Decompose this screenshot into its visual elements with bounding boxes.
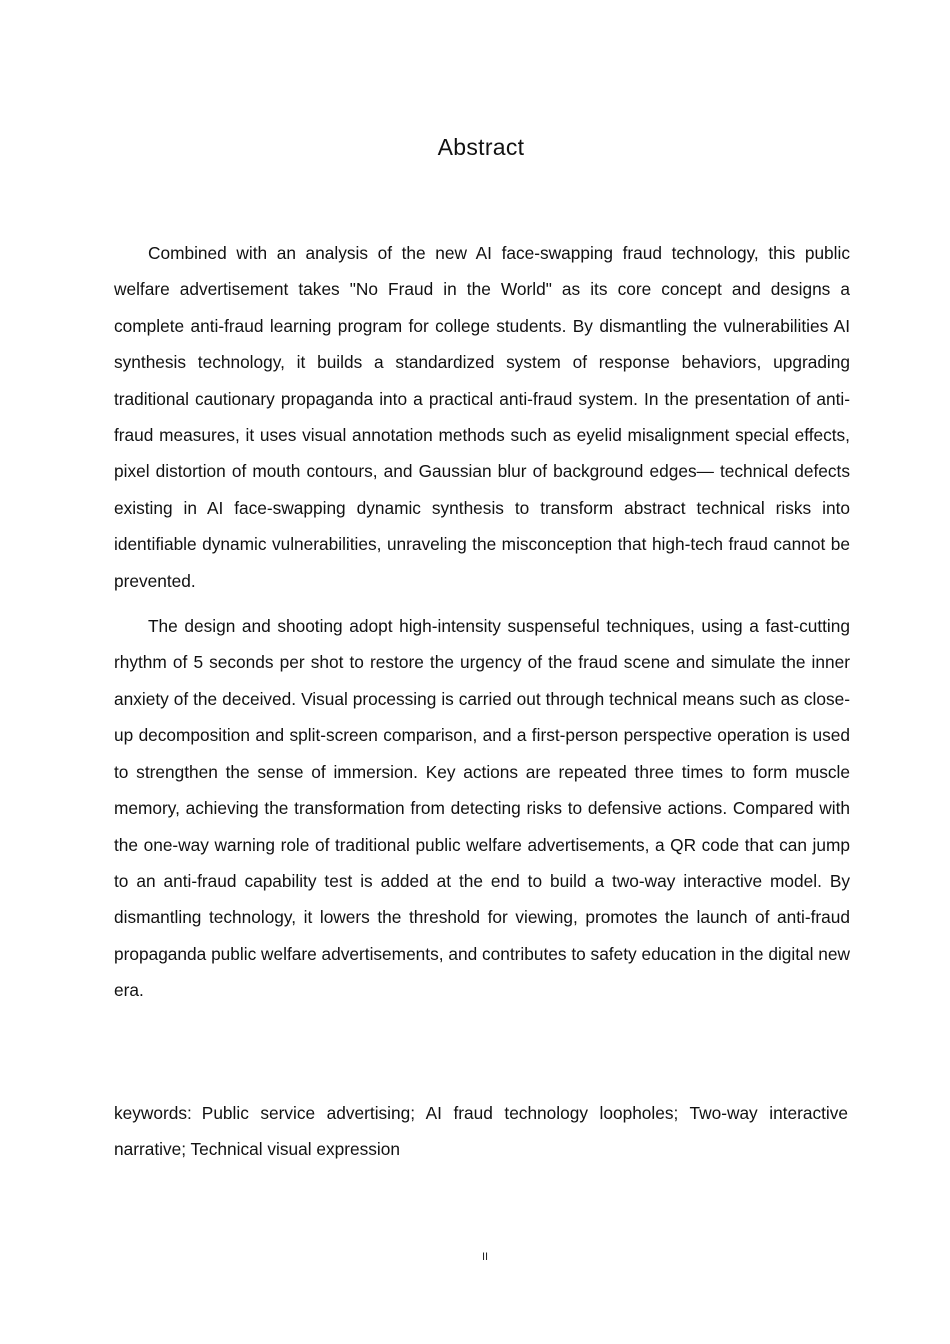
keywords-label: keywords: [114,1103,192,1123]
abstract-body [114,235,850,1009]
page-number: II [481,1251,489,1263]
abstract-paragraph-2: The design and shooting adopt high-intensity suspenseful techniques, using a fast-cutting rhythm of 5 seconds per shot to restore the urgency of the fraud scene and simulate the inner anxiety of the deceived. Visual processing is carried out through technical means such as close-up decomposition and split-screen comparison, and a first-person perspective operation is used to strengthen the sense of immersion. Key actions are repeated three times to form muscle memory, achieving the transformation from detecting risks to defensive actions. Compared with the one-way warning role of traditional public welfare advertisements, a QR code that can jump to an anti-fraud capability test is added at the end to build a two-way interactive model. By dismantling technology, it lowers the threshold for viewing, promotes the launch of anti-fraud propaganda public welfare advertisements, and contributes to safety education in the digital new era. [114,616,850,1001]
keywords-text: Public service advertising; AI fraud technology loopholes; Two-way interactive narrative; Technical visual expression [114,1103,848,1159]
keywords-section [114,1095,848,1167]
abstract-paragraph-1: Combined with an analysis of the new AI face-swapping fraud technology, this public welfare advertisement takes "No Fraud in the World" as its core concept and designs a complete anti-fraud learning program for college students. By dismantling the vulnerabilities AI synthesis technology, it builds a standardized system of response behaviors, upgrading traditional cautionary propaganda into a practical anti-fraud system. In the presentation of anti-fraud measures, it uses visual annotation methods such as eyelid misalignment special effects, pixel distortion of mouth contours, and Gaussian blur of background edges— technical defects existing in AI face-swapping dynamic synthesis to transform abstract technical risks into identifiable dynamic vulnerabilities, unraveling the misconception that high-tech fraud cannot be prevented. [114,243,850,591]
abstract-heading: Abstract [437,134,525,160]
